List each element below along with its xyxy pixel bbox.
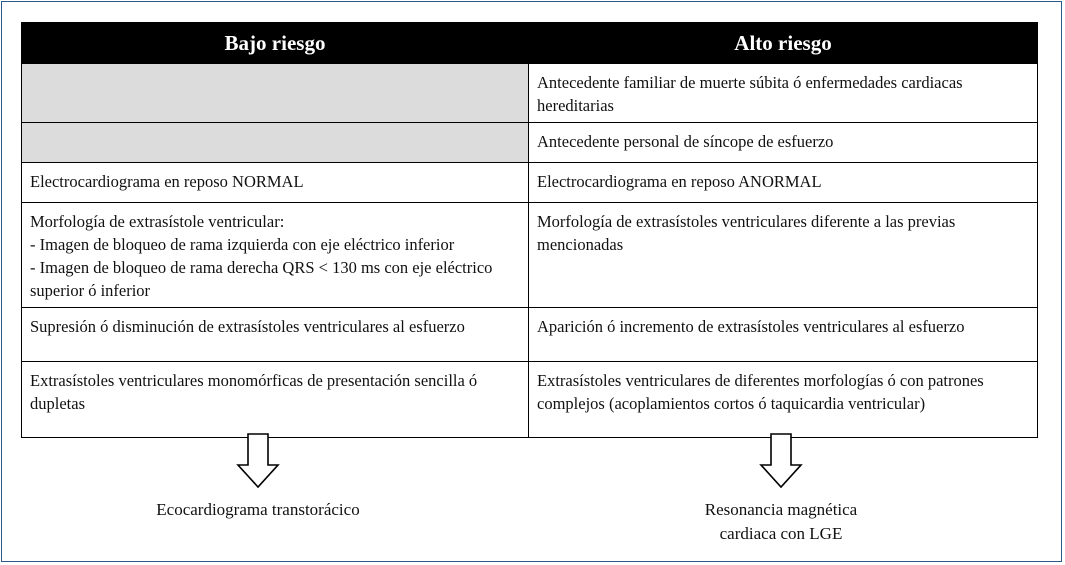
low-risk-cell: Extrasístoles ventriculares monomórficas de presentación sencilla ó dupletas — [22, 362, 529, 438]
low-risk-cell: Supresión ó disminución de extrasístoles ventriculares al esfuerzo — [22, 308, 529, 362]
table-row — [22, 163, 1038, 203]
outcome-high-line2: cardiaca con LGE — [719, 524, 843, 543]
risk-table — [21, 22, 1038, 438]
header-high-risk: Alto riesgo — [529, 23, 1038, 64]
empty-low-cell — [22, 123, 529, 163]
header-row — [22, 23, 1038, 64]
table-row — [22, 308, 1038, 362]
outcome-high-risk — [631, 498, 931, 546]
high-risk-cell: Morfología de extrasístoles ventriculares diferente a las previas mencionadas — [529, 203, 1038, 308]
header-low-risk: Bajo riesgo — [22, 23, 529, 64]
high-risk-cell: Aparición ó incremento de extrasístoles ventriculares al esfuerzo — [529, 308, 1038, 362]
table-row — [22, 64, 1038, 123]
down-arrow-high-icon — [759, 433, 803, 489]
high-risk-cell: Antecedente personal de síncope de esfuerzo — [529, 123, 1038, 163]
table-row — [22, 123, 1038, 163]
table-row — [22, 203, 1038, 308]
high-risk-cell: Extrasístoles ventriculares de diferentes morfologías ó con patrones complejos (acoplamientos cortos ó taquicardia ventricular) — [529, 362, 1038, 438]
down-arrow-low-icon — [236, 433, 280, 489]
outcome-high-line1: Resonancia magnética — [704, 500, 858, 519]
low-risk-cell: Electrocardiograma en reposo NORMAL — [22, 163, 529, 203]
table-row — [22, 362, 1038, 438]
low-risk-cell: Morfología de extrasístole ventricular: - Imagen de bloqueo de rama izquierda con eje eléctrico inferior - Imagen de bloqueo de rama derecha QRS < 130 ms con eje eléctrico superior ó inferior — [22, 203, 529, 308]
high-risk-cell: Electrocardiograma en reposo ANORMAL — [529, 163, 1038, 203]
empty-low-cell — [22, 64, 529, 123]
high-risk-cell: Antecedente familiar de muerte súbita ó enfermedades cardiacas hereditarias — [529, 64, 1038, 123]
outcome-low-risk: Ecocardiograma transtorácico — [156, 500, 360, 519]
